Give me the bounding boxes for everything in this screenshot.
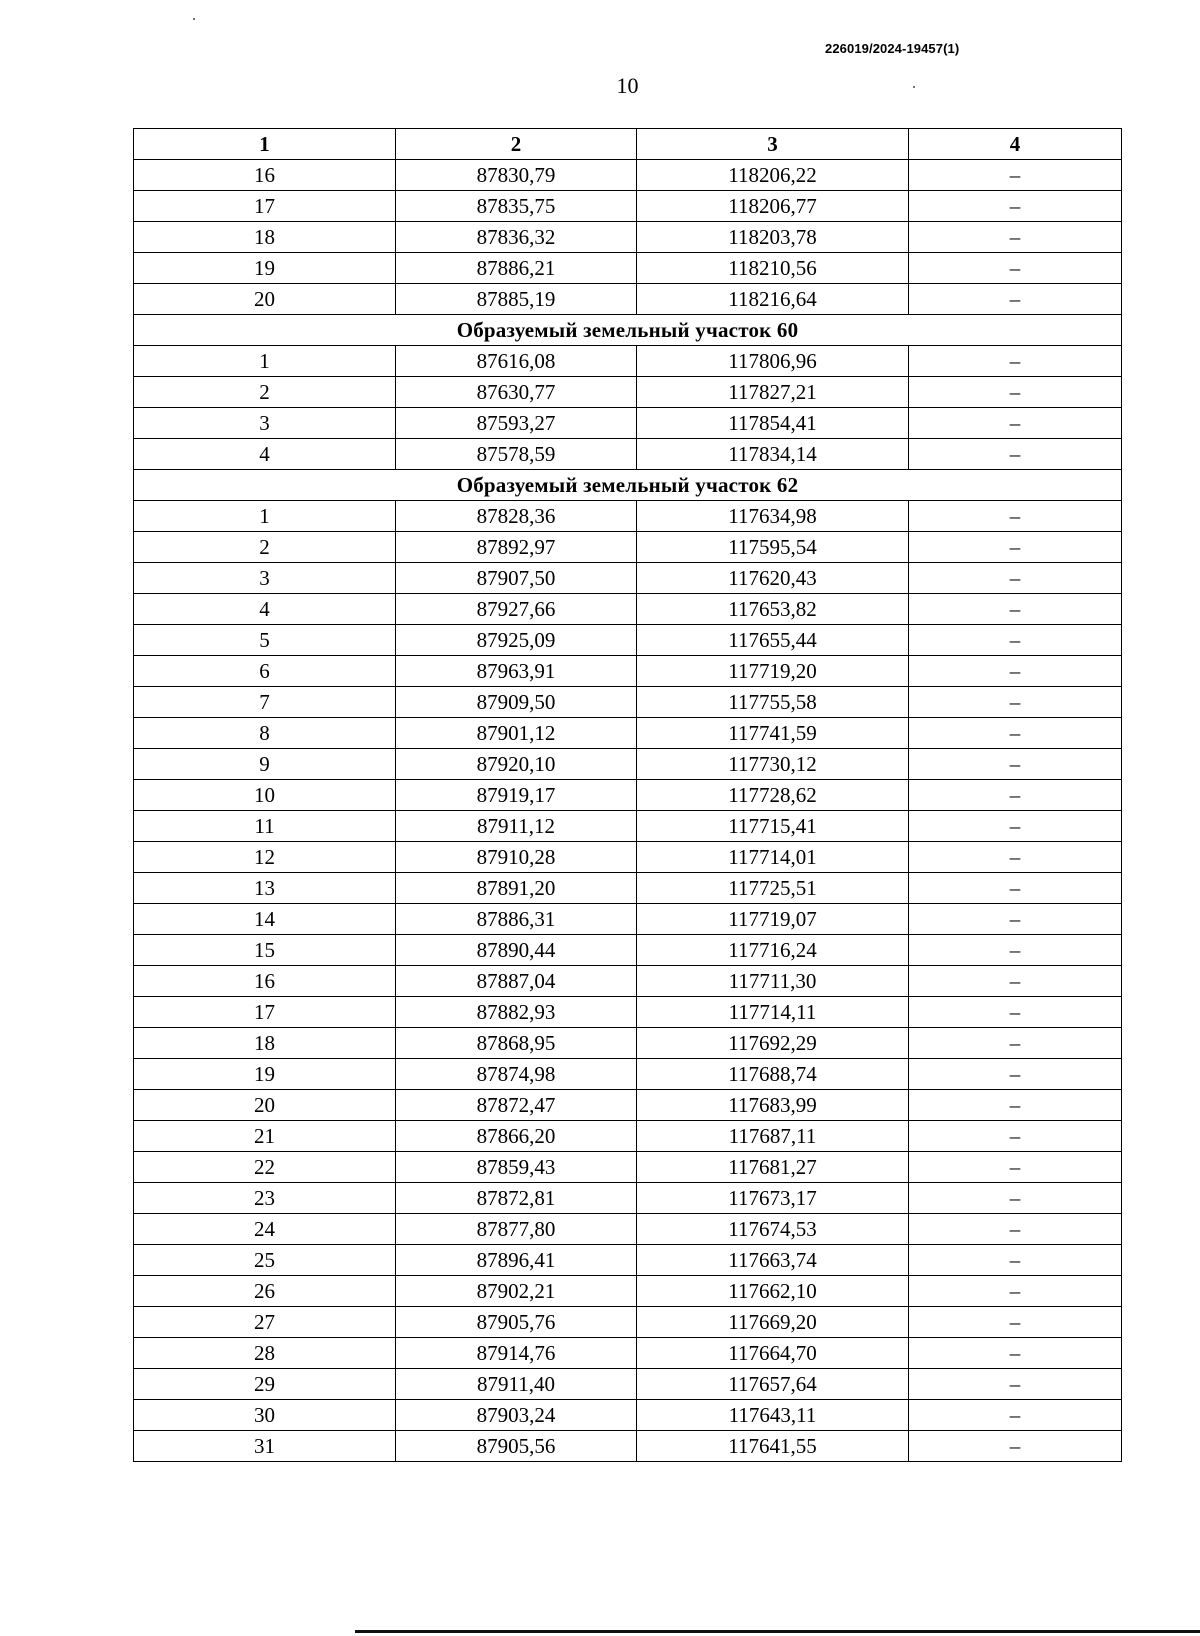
x-coordinate-cell: 87927,66: [396, 594, 637, 625]
x-coordinate-cell: 87886,31: [396, 904, 637, 935]
table-row: [134, 439, 1122, 470]
y-coordinate-cell: 117653,82: [637, 594, 909, 625]
table-header-row: [134, 129, 1122, 160]
header-cell: 3: [637, 129, 909, 160]
note-cell: –: [909, 346, 1122, 377]
y-coordinate-cell: 117692,29: [637, 1028, 909, 1059]
x-coordinate-cell: 87616,08: [396, 346, 637, 377]
x-coordinate-cell: 87828,36: [396, 501, 637, 532]
table-row: [134, 1338, 1122, 1369]
table-row: [134, 160, 1122, 191]
table-row: [134, 594, 1122, 625]
y-coordinate-cell: 117715,41: [637, 811, 909, 842]
y-coordinate-cell: 117730,12: [637, 749, 909, 780]
note-cell: –: [909, 1245, 1122, 1276]
y-coordinate-cell: 117687,11: [637, 1121, 909, 1152]
table-row: [134, 966, 1122, 997]
point-number-cell: 30: [134, 1400, 396, 1431]
x-coordinate-cell: 87896,41: [396, 1245, 637, 1276]
point-number-cell: 14: [134, 904, 396, 935]
point-number-cell: 18: [134, 222, 396, 253]
x-coordinate-cell: 87887,04: [396, 966, 637, 997]
note-cell: –: [909, 408, 1122, 439]
x-coordinate-cell: 87868,95: [396, 1028, 637, 1059]
point-number-cell: 3: [134, 408, 396, 439]
table-row: [134, 284, 1122, 315]
y-coordinate-cell: 117755,58: [637, 687, 909, 718]
y-coordinate-cell: 117634,98: [637, 501, 909, 532]
document-number: 226019/2024-19457(1): [825, 41, 960, 56]
x-coordinate-cell: 87630,77: [396, 377, 637, 408]
note-cell: –: [909, 1121, 1122, 1152]
table-row: [134, 563, 1122, 594]
x-coordinate-cell: 87885,19: [396, 284, 637, 315]
table-row: [134, 532, 1122, 563]
table-row: [134, 1245, 1122, 1276]
page-number: 10: [616, 73, 639, 98]
point-number-cell: 29: [134, 1369, 396, 1400]
y-coordinate-cell: 117669,20: [637, 1307, 909, 1338]
section-title-row: [134, 315, 1122, 346]
note-cell: –: [909, 253, 1122, 284]
point-number-cell: 10: [134, 780, 396, 811]
table-row: [134, 625, 1122, 656]
y-coordinate-cell: 117716,24: [637, 935, 909, 966]
y-coordinate-cell: 117688,74: [637, 1059, 909, 1090]
note-cell: –: [909, 718, 1122, 749]
y-coordinate-cell: 117725,51: [637, 873, 909, 904]
note-cell: –: [909, 191, 1122, 222]
scan-speck: [913, 86, 915, 88]
table-row: [134, 377, 1122, 408]
x-coordinate-cell: 87872,81: [396, 1183, 637, 1214]
point-number-cell: 8: [134, 718, 396, 749]
note-cell: –: [909, 1059, 1122, 1090]
table-row: [134, 1369, 1122, 1400]
x-coordinate-cell: 87874,98: [396, 1059, 637, 1090]
note-cell: –: [909, 811, 1122, 842]
point-number-cell: 2: [134, 377, 396, 408]
scan-speck: [193, 18, 195, 20]
note-cell: –: [909, 997, 1122, 1028]
x-coordinate-cell: 87925,09: [396, 625, 637, 656]
point-number-cell: 17: [134, 997, 396, 1028]
x-coordinate-cell: 87911,40: [396, 1369, 637, 1400]
point-number-cell: 6: [134, 656, 396, 687]
y-coordinate-cell: 117620,43: [637, 563, 909, 594]
x-coordinate-cell: 87882,93: [396, 997, 637, 1028]
scan-edge-line: [355, 1630, 1200, 1633]
y-coordinate-cell: 117664,70: [637, 1338, 909, 1369]
x-coordinate-cell: 87902,21: [396, 1276, 637, 1307]
note-cell: –: [909, 222, 1122, 253]
y-coordinate-cell: 118210,56: [637, 253, 909, 284]
note-cell: –: [909, 377, 1122, 408]
x-coordinate-cell: 87835,75: [396, 191, 637, 222]
point-number-cell: 19: [134, 253, 396, 284]
note-cell: –: [909, 935, 1122, 966]
table-row: [134, 222, 1122, 253]
point-number-cell: 16: [134, 966, 396, 997]
y-coordinate-cell: 117662,10: [637, 1276, 909, 1307]
header-cell: 4: [909, 129, 1122, 160]
x-coordinate-cell: 87578,59: [396, 439, 637, 470]
x-coordinate-cell: 87963,91: [396, 656, 637, 687]
note-cell: –: [909, 1431, 1122, 1462]
point-number-cell: 25: [134, 1245, 396, 1276]
note-cell: –: [909, 780, 1122, 811]
point-number-cell: 12: [134, 842, 396, 873]
table-row: [134, 191, 1122, 222]
y-coordinate-cell: 117834,14: [637, 439, 909, 470]
y-coordinate-cell: 117595,54: [637, 532, 909, 563]
x-coordinate-cell: 87910,28: [396, 842, 637, 873]
y-coordinate-cell: 117681,27: [637, 1152, 909, 1183]
note-cell: –: [909, 1183, 1122, 1214]
point-number-cell: 5: [134, 625, 396, 656]
section-title: Образуемый земельный участок 60: [134, 315, 1122, 346]
y-coordinate-cell: 117714,01: [637, 842, 909, 873]
y-coordinate-cell: 117806,96: [637, 346, 909, 377]
table-row: [134, 1400, 1122, 1431]
y-coordinate-cell: 117674,53: [637, 1214, 909, 1245]
x-coordinate-cell: 87892,97: [396, 532, 637, 563]
point-number-cell: 20: [134, 1090, 396, 1121]
note-cell: –: [909, 1400, 1122, 1431]
table-row: [134, 1090, 1122, 1121]
point-number-cell: 9: [134, 749, 396, 780]
y-coordinate-cell: 117663,74: [637, 1245, 909, 1276]
point-number-cell: 23: [134, 1183, 396, 1214]
y-coordinate-cell: 117683,99: [637, 1090, 909, 1121]
table-row: [134, 408, 1122, 439]
table-row: [134, 346, 1122, 377]
section-title: Образуемый земельный участок 62: [134, 470, 1122, 501]
table-row: [134, 253, 1122, 284]
x-coordinate-cell: 87905,56: [396, 1431, 637, 1462]
point-number-cell: 15: [134, 935, 396, 966]
y-coordinate-cell: 117728,62: [637, 780, 909, 811]
note-cell: –: [909, 1338, 1122, 1369]
table-row: [134, 1276, 1122, 1307]
table-row: [134, 1059, 1122, 1090]
note-cell: –: [909, 749, 1122, 780]
note-cell: –: [909, 842, 1122, 873]
coordinates-table: [133, 128, 1122, 1462]
table-row: [134, 811, 1122, 842]
note-cell: –: [909, 1090, 1122, 1121]
y-coordinate-cell: 117643,11: [637, 1400, 909, 1431]
note-cell: –: [909, 439, 1122, 470]
table-row: [134, 1183, 1122, 1214]
x-coordinate-cell: 87890,44: [396, 935, 637, 966]
point-number-cell: 2: [134, 532, 396, 563]
note-cell: –: [909, 284, 1122, 315]
y-coordinate-cell: 117655,44: [637, 625, 909, 656]
note-cell: –: [909, 1214, 1122, 1245]
note-cell: –: [909, 594, 1122, 625]
point-number-cell: 13: [134, 873, 396, 904]
point-number-cell: 28: [134, 1338, 396, 1369]
point-number-cell: 7: [134, 687, 396, 718]
note-cell: –: [909, 1307, 1122, 1338]
point-number-cell: 31: [134, 1431, 396, 1462]
x-coordinate-cell: 87836,32: [396, 222, 637, 253]
point-number-cell: 18: [134, 1028, 396, 1059]
y-coordinate-cell: 118216,64: [637, 284, 909, 315]
table-row: [134, 935, 1122, 966]
note-cell: –: [909, 563, 1122, 594]
x-coordinate-cell: 87593,27: [396, 408, 637, 439]
x-coordinate-cell: 87907,50: [396, 563, 637, 594]
note-cell: –: [909, 532, 1122, 563]
table-row: [134, 501, 1122, 532]
y-coordinate-cell: 117714,11: [637, 997, 909, 1028]
header-cell: 2: [396, 129, 637, 160]
table-row: [134, 1431, 1122, 1462]
table-row: [134, 873, 1122, 904]
table-row: [134, 904, 1122, 935]
y-coordinate-cell: 118206,77: [637, 191, 909, 222]
point-number-cell: 19: [134, 1059, 396, 1090]
point-number-cell: 27: [134, 1307, 396, 1338]
y-coordinate-cell: 117719,07: [637, 904, 909, 935]
point-number-cell: 17: [134, 191, 396, 222]
table-row: [134, 1028, 1122, 1059]
note-cell: –: [909, 904, 1122, 935]
note-cell: –: [909, 687, 1122, 718]
point-number-cell: 16: [134, 160, 396, 191]
section-title-row: [134, 470, 1122, 501]
y-coordinate-cell: 117719,20: [637, 656, 909, 687]
y-coordinate-cell: 117711,30: [637, 966, 909, 997]
header-cell: 1: [134, 129, 396, 160]
x-coordinate-cell: 87866,20: [396, 1121, 637, 1152]
y-coordinate-cell: 117854,41: [637, 408, 909, 439]
note-cell: –: [909, 1028, 1122, 1059]
note-cell: –: [909, 160, 1122, 191]
y-coordinate-cell: 117741,59: [637, 718, 909, 749]
note-cell: –: [909, 501, 1122, 532]
note-cell: –: [909, 1276, 1122, 1307]
table-row: [134, 997, 1122, 1028]
table-row: [134, 1214, 1122, 1245]
x-coordinate-cell: 87891,20: [396, 873, 637, 904]
y-coordinate-cell: 118203,78: [637, 222, 909, 253]
x-coordinate-cell: 87886,21: [396, 253, 637, 284]
x-coordinate-cell: 87919,17: [396, 780, 637, 811]
point-number-cell: 1: [134, 501, 396, 532]
y-coordinate-cell: 118206,22: [637, 160, 909, 191]
x-coordinate-cell: 87920,10: [396, 749, 637, 780]
point-number-cell: 26: [134, 1276, 396, 1307]
table-row: [134, 1121, 1122, 1152]
x-coordinate-cell: 87914,76: [396, 1338, 637, 1369]
table-row: [134, 687, 1122, 718]
x-coordinate-cell: 87909,50: [396, 687, 637, 718]
note-cell: –: [909, 966, 1122, 997]
point-number-cell: 22: [134, 1152, 396, 1183]
y-coordinate-cell: 117827,21: [637, 377, 909, 408]
x-coordinate-cell: 87872,47: [396, 1090, 637, 1121]
x-coordinate-cell: 87903,24: [396, 1400, 637, 1431]
table-row: [134, 718, 1122, 749]
point-number-cell: 3: [134, 563, 396, 594]
x-coordinate-cell: 87911,12: [396, 811, 637, 842]
table-row: [134, 780, 1122, 811]
note-cell: –: [909, 1152, 1122, 1183]
note-cell: –: [909, 625, 1122, 656]
x-coordinate-cell: 87901,12: [396, 718, 637, 749]
table-row: [134, 1152, 1122, 1183]
point-number-cell: 24: [134, 1214, 396, 1245]
note-cell: –: [909, 656, 1122, 687]
note-cell: –: [909, 873, 1122, 904]
point-number-cell: 20: [134, 284, 396, 315]
x-coordinate-cell: 87877,80: [396, 1214, 637, 1245]
point-number-cell: 4: [134, 594, 396, 625]
x-coordinate-cell: 87859,43: [396, 1152, 637, 1183]
table-row: [134, 656, 1122, 687]
point-number-cell: 1: [134, 346, 396, 377]
x-coordinate-cell: 87830,79: [396, 160, 637, 191]
table-row: [134, 1307, 1122, 1338]
x-coordinate-cell: 87905,76: [396, 1307, 637, 1338]
point-number-cell: 4: [134, 439, 396, 470]
y-coordinate-cell: 117673,17: [637, 1183, 909, 1214]
point-number-cell: 21: [134, 1121, 396, 1152]
y-coordinate-cell: 117657,64: [637, 1369, 909, 1400]
table-row: [134, 749, 1122, 780]
point-number-cell: 11: [134, 811, 396, 842]
table-row: [134, 842, 1122, 873]
y-coordinate-cell: 117641,55: [637, 1431, 909, 1462]
note-cell: –: [909, 1369, 1122, 1400]
